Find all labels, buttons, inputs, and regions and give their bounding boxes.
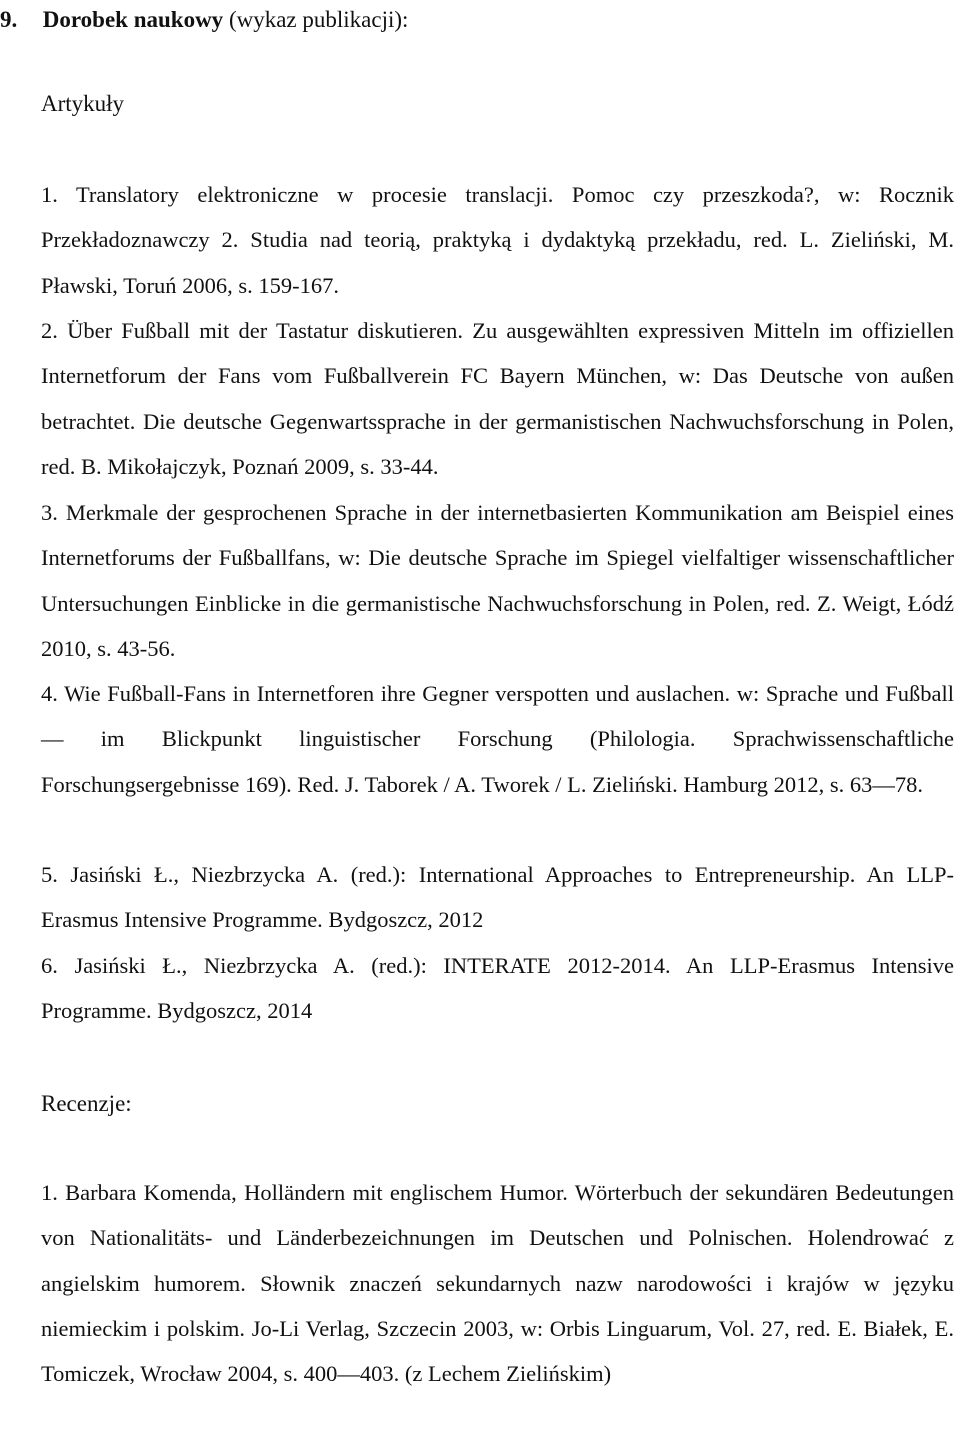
- section-subtitle: (wykaz publikacji):: [228, 7, 409, 32]
- reviews-heading: Recenzje:: [41, 1091, 132, 1116]
- articles-heading: Artykuły: [41, 91, 125, 116]
- section-title: Dorobek naukowy: [42, 7, 224, 32]
- section-number: 9.: [0, 7, 18, 32]
- article-entry-2: 2. Über Fußball mit der Tastatur diskutieren. Zu ausgewählten expressiven Mitteln im offiziellen Internetforum der Fans vom Fußballverein FC Bayern München, w: Das Deutsche von außen betrachtet. Die deutsche Gegenwartssprache in der germanistischen Nachwuchsforschung in Polen, red. B. Mikołajczyk, Poznań 2009, s. 33-44.: [41, 318, 954, 479]
- article-entry-6: 6. Jasiński Ł., Niezbrzycka A. (red.): INTERATE 2012-2014. An LLP-Erasmus Intensive Programme. Bydgoszcz, 2014: [41, 953, 954, 1024]
- article-entry-5: 5. Jasiński Ł., Niezbrzycka A. (red.): International Approaches to Entrepreneurship. An LLP-Erasmus Intensive Programme. Bydgoszcz, 2012: [41, 862, 954, 933]
- review-entry-1: 1. Barbara Komenda, Holländern mit englischem Humor. Wörterbuch der sekundären Bedeutungen von Nationalitäts- und Länderbezeichnungen im Deutschen und Polnischen. Holendrować z angielskim humorem. Słownik znaczeń sekundarnych nazw narodowości i krajów w języku niemieckim i polskim. Jo-Li Verlag, Szczecin 2003, w: Orbis Linguarum, Vol. 27, red. E. Białek, E. Tomiczek, Wrocław 2004, s. 400—403. (z Lechem Zielińskim): [41, 1180, 954, 1387]
- article-entry-1: 1. Translatory elektroniczne w procesie translacji. Pomoc czy przeszkoda?, w: Rocznik Przekładoznawczy 2. Studia nad teorią, praktyką i dydaktyką przekładu, red. L. Zieliński, M. Pławski, Toruń 2006, s. 159-167.: [41, 182, 954, 298]
- article-entry-3: 3. Merkmale der gesprochenen Sprache in der internetbasierten Kommunikation am Beispiel eines Internetforums der Fußballfans, w: Die deutsche Sprache im Spiegel vielfaltiger wissenschaftlicher Untersuchungen Einblicke in die germanistische Nachwuchsforschung in Polen, red. Z. Weigt, Łódź 2010, s. 43-56.: [41, 500, 954, 661]
- section-heading: [0, 0, 408, 40]
- article-entry-4: 4. Wie Fußball-Fans in Internetforen ihre Gegner verspotten und auslachen. w: Sprache und Fußball — im Blickpunkt linguistischer Forschung (Philologia. Sprachwissenschaftliche Forschungsergebnisse 169). Red. J. Taborek / A. Tworek / L. Zieliński. Hamburg 2012, s. 63—78.: [41, 681, 954, 797]
